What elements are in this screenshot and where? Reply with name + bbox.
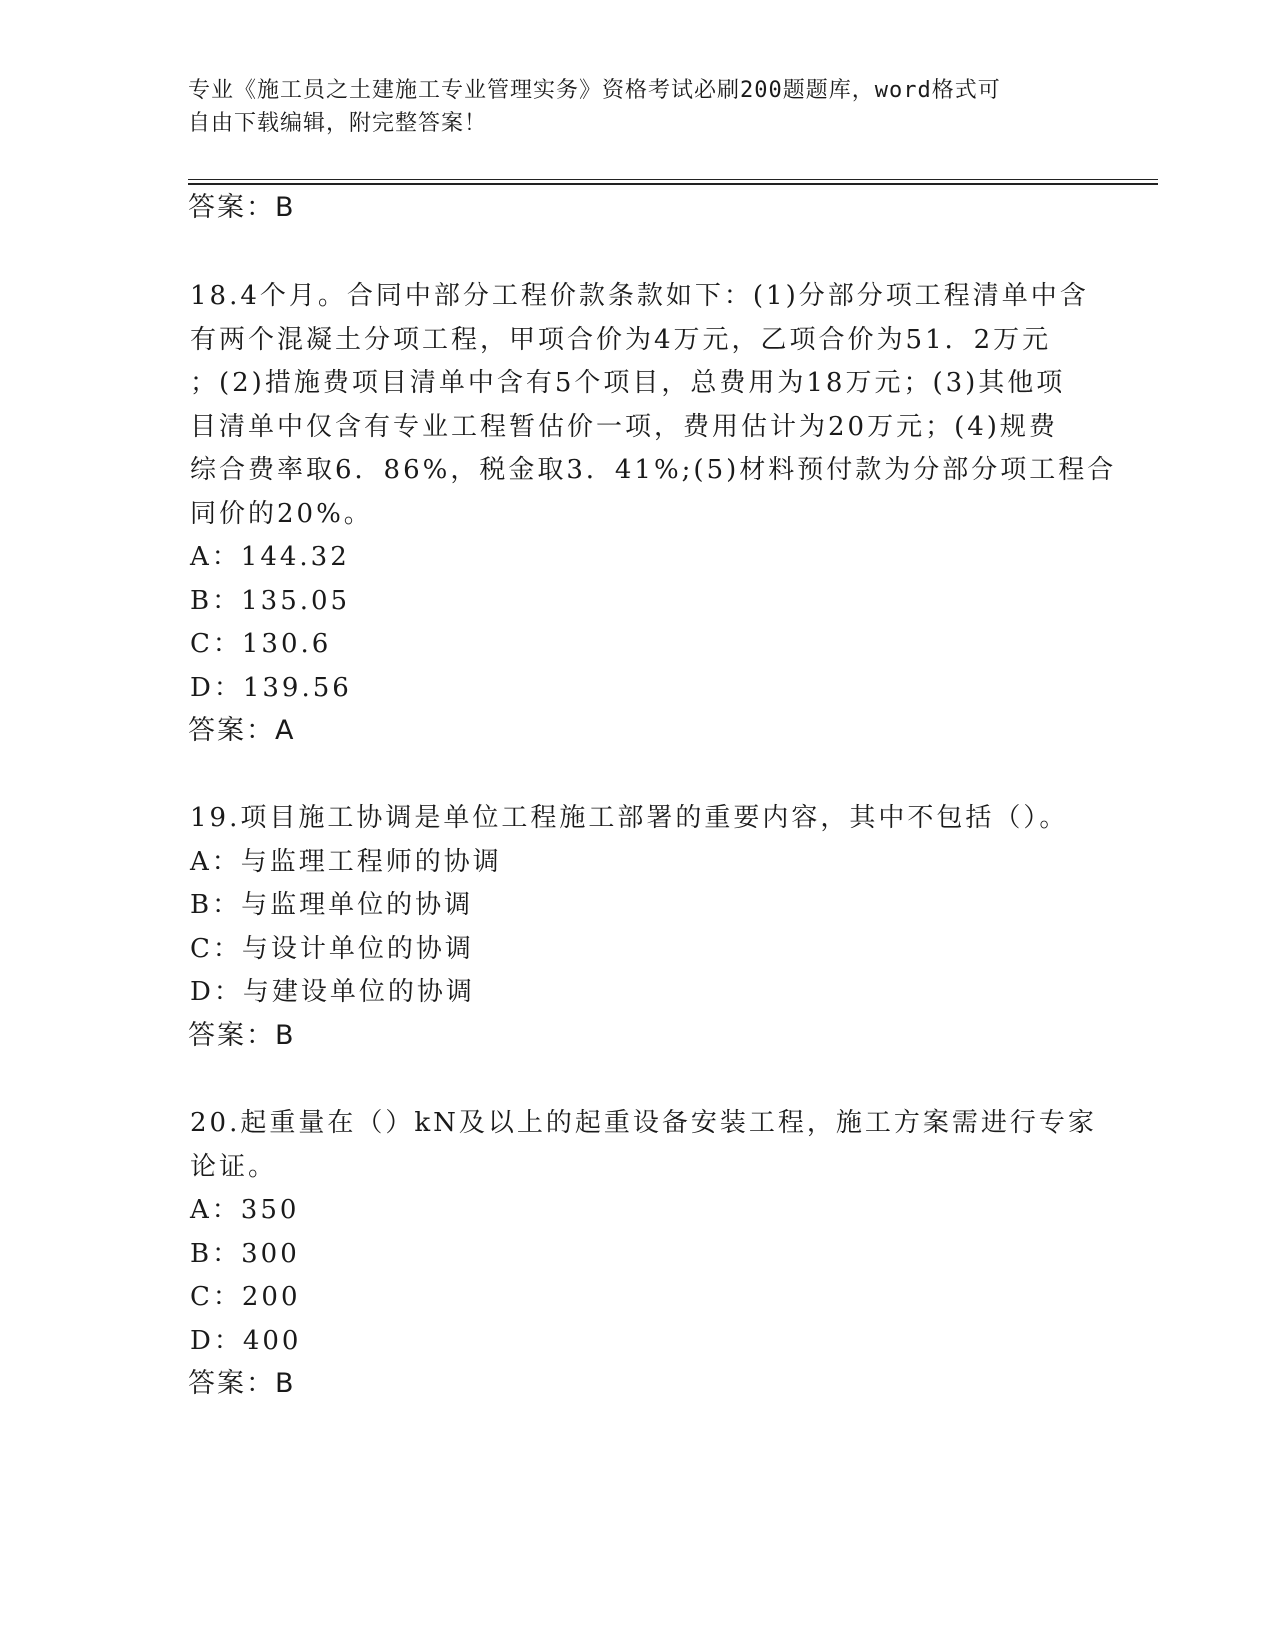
- question-18-stem-line: 目清单中仅含有专业工程暂估价一项，费用估计为20万元；(4)规费: [190, 412, 1058, 442]
- header-line-1: 专业《施工员之土建施工专业管理实务》资格考试必刷200题题库，word格式可: [188, 78, 1001, 103]
- question-19-option-d: D：与建设单位的协调: [190, 977, 475, 1007]
- question-18-stem-line: 有两个混凝土分项工程，甲项合价为4万元，乙项合价为51．2万元: [190, 325, 1052, 355]
- question-20-option-b: B：300: [190, 1239, 300, 1269]
- header-line-2: 自由下载编辑，附完整答案！: [188, 111, 488, 136]
- previous-answer: 答案：B: [188, 192, 296, 223]
- question-18-stem-line: ；(2)措施费项目清单中含有5个项目，总费用为18万元；(3)其他项: [190, 368, 1066, 398]
- question-20-option-a: A：350: [190, 1195, 300, 1225]
- question-19-answer: 答案：B: [188, 1020, 296, 1051]
- question-19-option-a: A：与监理工程师的协调: [190, 847, 502, 877]
- question-20-option-d: D：400: [190, 1326, 302, 1356]
- question-19-option-c: C：与设计单位的协调: [190, 934, 474, 964]
- question-18-answer: 答案：A: [188, 715, 296, 746]
- question-18-stem-line: 同价的20%。: [190, 499, 373, 529]
- question-20-stem-line: 20.起重量在（）kN及以上的起重设备安装工程，施工方案需进行专家: [190, 1108, 1097, 1138]
- question-20-answer: 答案：B: [188, 1368, 296, 1399]
- page-header: [188, 74, 1068, 140]
- question-20-stem-line: 论证。: [190, 1152, 278, 1182]
- question-18-option-a: A：144.32: [190, 542, 350, 572]
- question-18-option-b: B：135.05: [190, 586, 351, 616]
- question-19-stem-line: 19.项目施工协调是单位工程施工部署的重要内容，其中不包括（）。: [190, 803, 1069, 833]
- header-divider-thick: [188, 183, 1158, 185]
- question-18-stem-line: 18.4个月。合同中部分工程价款条款如下：(1)分部分项工程清单中含: [190, 281, 1089, 311]
- question-18-option-c: C：130.6: [190, 629, 332, 659]
- header-divider-thin: [188, 179, 1158, 180]
- question-18-stem-line: 综合费率取6．86%，税金取3．41%;(5)材料预付款为分部分项工程合: [190, 455, 1117, 485]
- question-18-option-d: D：139.56: [190, 673, 352, 703]
- question-19-option-b: B：与监理单位的协调: [190, 890, 474, 920]
- question-20-option-c: C：200: [190, 1282, 301, 1312]
